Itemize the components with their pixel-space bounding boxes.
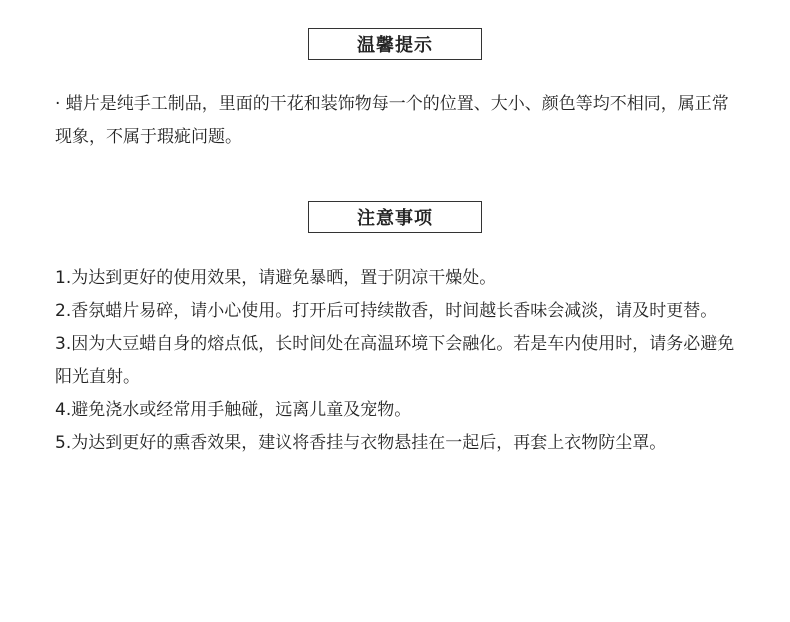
notes-item-2: 2.香氛蜡片易碎，请小心使用。打开后可持续散香，时间越长香味会减淡，请及时更替。 (55, 301, 718, 321)
tips-section-title: 温馨提示 (308, 28, 482, 60)
notes-item-1: 1.为达到更好的使用效果，请避免暴晒，置于阴凉干燥处。 (55, 268, 497, 288)
notes-list (55, 262, 735, 460)
notes-item-3: 3.因为大豆蜡自身的熔点低，长时间处在高温环境下会融化。若是车内使用时，请务必避免阳光直射。 (55, 334, 735, 387)
notes-section-title: 注意事项 (308, 201, 482, 233)
tips-paragraph: · 蜡片是纯手工制品，里面的干花和装饰物每一个的位置、大小、颜色等均不相同，属正常现象，不属于瑕疵问题。 (55, 94, 729, 147)
tips-text-block (55, 88, 735, 154)
notes-item-5: 5.为达到更好的熏香效果，建议将香挂与衣物悬挂在一起后，再套上衣物防尘罩。 (55, 433, 667, 453)
notes-item-4: 4.避免浇水或经常用手触碰，远离儿童及宠物。 (55, 400, 412, 420)
